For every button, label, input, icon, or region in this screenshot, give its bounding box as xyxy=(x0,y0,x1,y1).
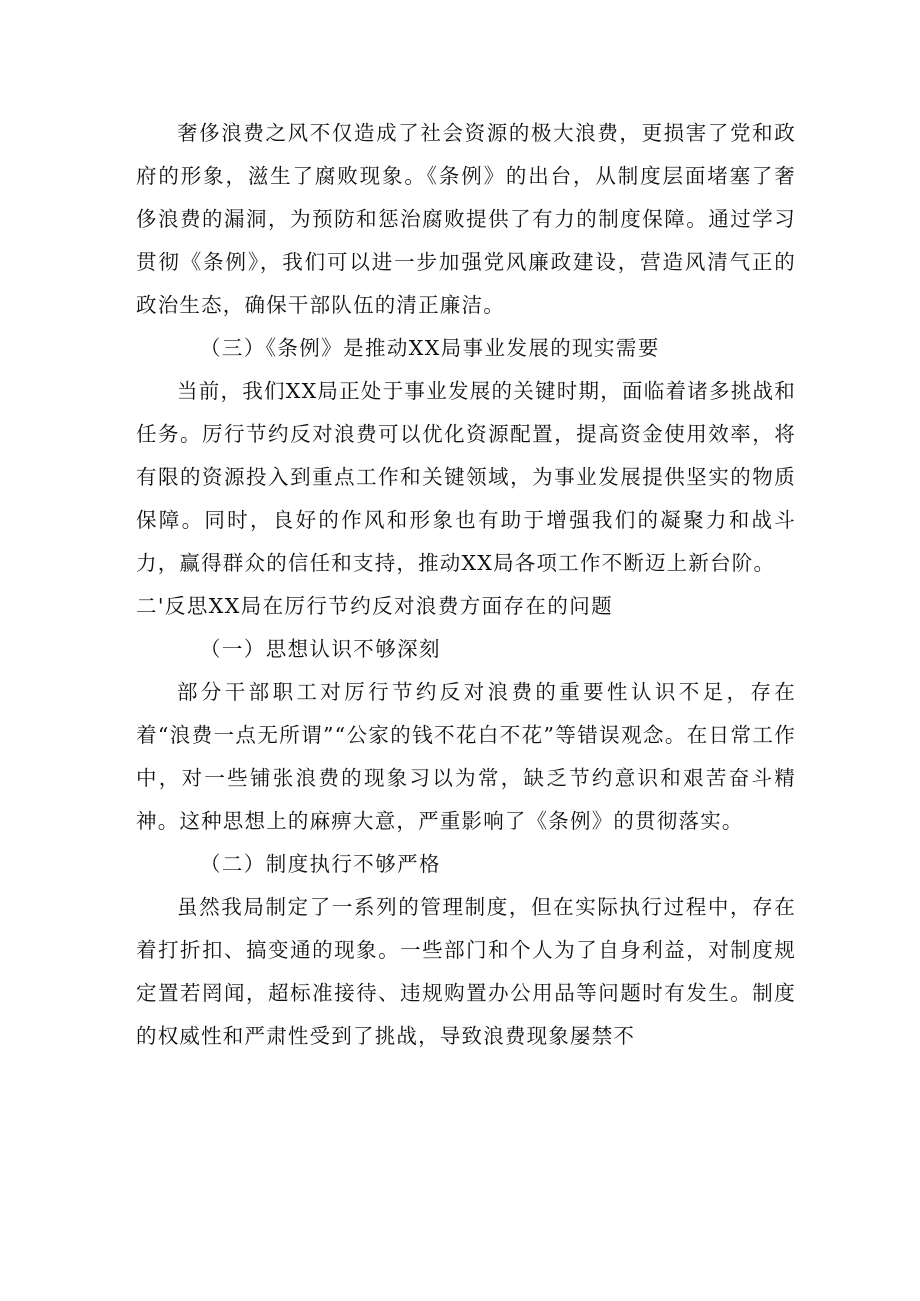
section-title-reflection: 二'反思XX局在厉行节约反对浪费方面存在的问题 xyxy=(136,594,614,618)
paragraph-bureau-development: 当前，我们XX局正处于事业发展的关键时期，面临着诸多挑战和任务。厉行节约反对浪费可以优化资源配置，提高资金使用效率，将有限的资源投入到重点工作和关键领域，为事业发展提供坚实的物质保障。同时，良好的作风和形象也有助于增强我们的凝聚力和战斗力，赢得群众的信任和支持，推动XX局各项工作不断迈上新台阶。 xyxy=(136,379,796,575)
heading-practical-need: （三）《条例》是推动XX局事业发展的现实需要 xyxy=(200,336,660,360)
paragraph-corruption-prevention: 奢侈浪费之风不仅造成了社会资源的极大浪费，更损害了党和政府的形象，滋生了腐败现象。《条例》的出台，从制度层面堵塞了奢侈浪费的漏洞，为预防和惩治腐败提供了有力的制度保障。通过学习贯彻《条例》，我们可以进一步加强党风廉政建设，营造风清气正的政治生态，确保干部队伍的清正廉洁。 xyxy=(136,121,796,317)
heading-enforcement: （二）制度执行不够严格 xyxy=(200,852,441,876)
heading-awareness: （一）思想认识不够深刻 xyxy=(200,637,441,661)
paragraph-awareness: 部分干部职工对厉行节约反对浪费的重要性认识不足，存在着“浪费一点无所谓”“公家的钱不花白不花”等错误观念。在日常工作中，对一些铺张浪费的现象习以为常，缺乏节约意识和艰苦奋斗精神。这种思想上的麻痹大意，严重影响了《条例》的贯彻落实。 xyxy=(136,680,796,833)
document-body xyxy=(136,112,796,1058)
paragraph-enforcement: 虽然我局制定了一系列的管理制度，但在实际执行过程中，存在着打折扣、搞变通的现象。一些部门和个人为了自身利益，对制度规定置若罔闻，超标准接待、违规购置办公用品等问题时有发生。制度的权威性和严肃性受到了挑战，导致浪费现象屡禁不 xyxy=(136,895,796,1048)
